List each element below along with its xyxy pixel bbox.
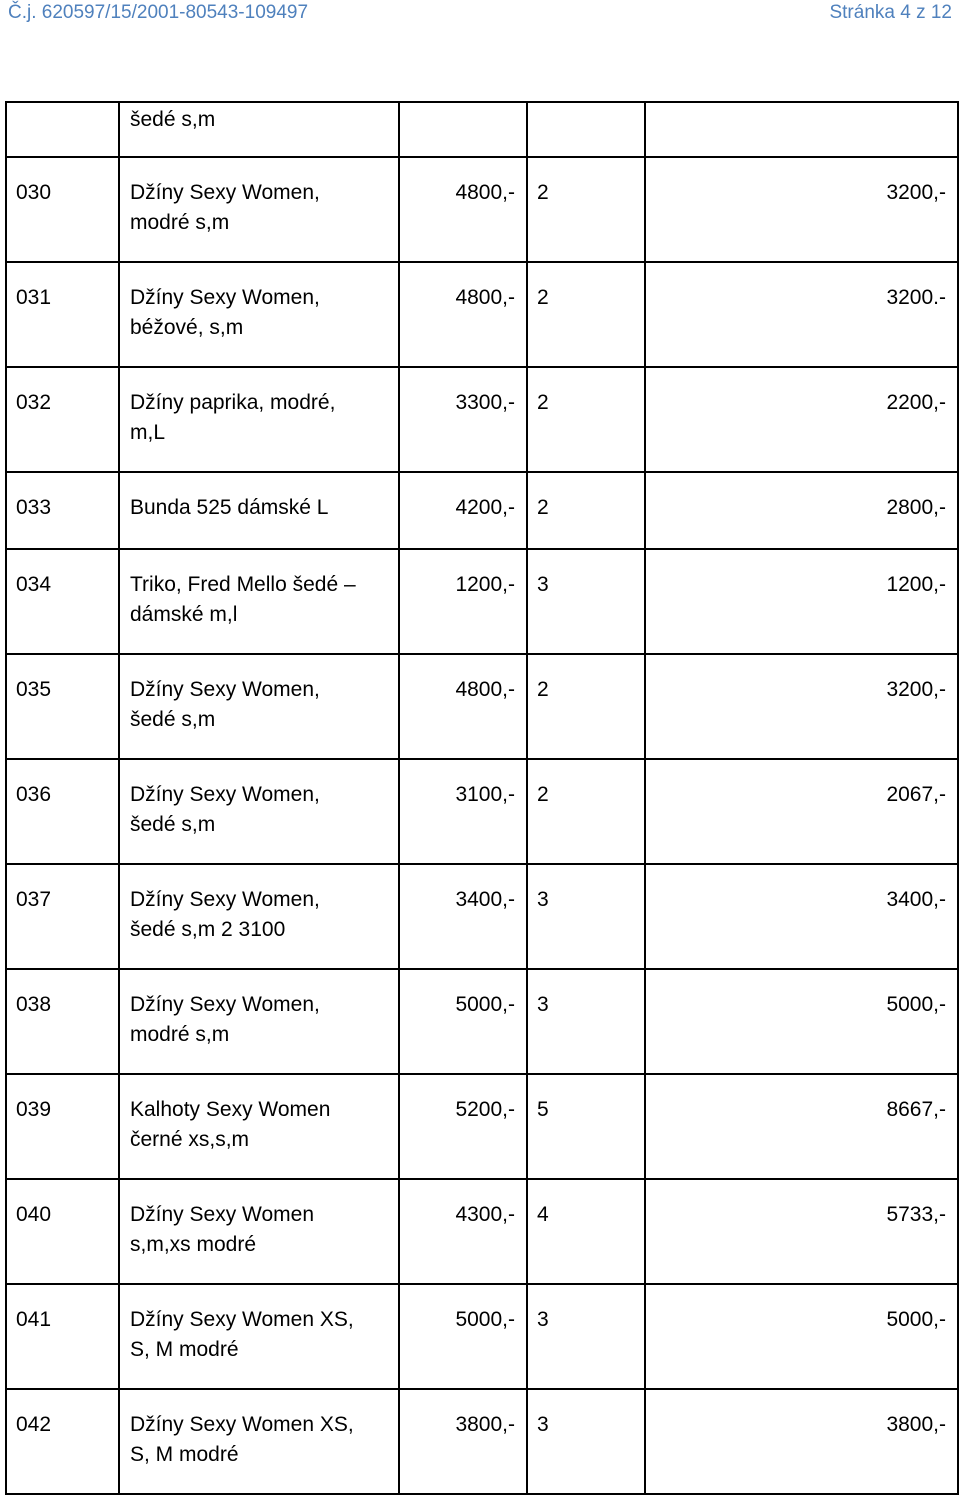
item-total-cell [645,759,958,864]
table-row [6,472,958,549]
item-description-cell [119,654,399,759]
item-description-line-2: šedé s,m [130,813,216,836]
item-quantity-cell [527,262,645,367]
item-number-cell [6,864,119,969]
item-price-cell [399,367,527,472]
page-header [0,0,960,28]
item-total: 1200,- [886,573,946,596]
item-quantity-cell [527,654,645,759]
item-price-cell [399,472,527,549]
item-total-cell [645,1389,958,1494]
item-price: 4200,- [455,496,515,519]
item-description-cell [119,472,399,549]
item-description-line-1: Džíny Sexy Women [130,1203,315,1226]
item-number-cell [6,1179,119,1284]
item-total-cell [645,262,958,367]
item-quantity: 3 [537,573,549,596]
item-description-line-1: Džíny paprika, modré, [130,391,336,414]
item-description-line-2: dámské m,l [130,603,238,626]
item-description-cell [119,549,399,654]
item-quantity: 4 [537,1203,549,1226]
item-number-cell [6,654,119,759]
item-price-cell [399,1284,527,1389]
item-price: 5000,- [455,1308,515,1331]
item-description-line-1: Džíny Sexy Women, [130,993,320,1016]
item-price-cell [399,1074,527,1179]
item-total: 3200,- [886,678,946,701]
table-row [6,1179,958,1284]
item-quantity-cell [527,1284,645,1389]
item-total-cell [645,1284,958,1389]
item-description-line-1: Bunda 525 dámské L [130,496,329,519]
item-total: 2800,- [886,496,946,519]
item-price-cell [399,969,527,1074]
item-price-cell [399,654,527,759]
item-number: 037 [16,888,52,911]
table-row [6,969,958,1074]
item-total: 5000,- [886,1308,946,1331]
item-price-cell [399,864,527,969]
item-total: 2200,- [886,391,946,414]
item-description-cell [119,1074,399,1179]
item-price: 4800,- [455,181,515,204]
item-total: 3400,- [886,888,946,911]
item-number: 038 [16,993,52,1016]
table-row [6,864,958,969]
item-total: 8667,- [886,1098,946,1121]
table-row [6,1074,958,1179]
item-quantity: 5 [537,1098,549,1121]
item-price: 3100,- [455,783,515,806]
item-total-cell [645,157,958,262]
item-description-cell [119,864,399,969]
item-quantity-cell [527,864,645,969]
item-description-cell [119,102,399,157]
item-total: 3200.- [886,286,946,309]
item-description-line-2: šedé s,m [130,708,216,731]
item-quantity: 3 [537,1308,549,1331]
item-description-cell [119,367,399,472]
item-price: 3800,- [455,1413,515,1436]
item-description-line-2: černé xs,s,m [130,1128,250,1151]
item-description-line-2: modré s,m [130,211,230,234]
item-quantity: 3 [537,993,549,1016]
item-number-cell [6,549,119,654]
table-row [6,1284,958,1389]
item-description-line-2: S, M modré [130,1338,239,1361]
item-price: 3400,- [455,888,515,911]
item-number: 034 [16,573,52,596]
item-quantity: 2 [537,678,549,701]
item-number-cell [6,472,119,549]
table-row [6,367,958,472]
item-quantity: 3 [537,1413,549,1436]
item-price: 4800,- [455,286,515,309]
item-description-line-1: Triko, Fred Mello šedé – [130,573,356,596]
item-quantity-cell [527,1389,645,1494]
item-quantity-cell [527,157,645,262]
table-row [6,102,958,157]
item-quantity-cell [527,969,645,1074]
item-number-cell [6,759,119,864]
item-description-line-1: Džíny Sexy Women, [130,181,320,204]
item-quantity: 2 [537,181,549,204]
item-number-cell [6,1074,119,1179]
item-total-cell [645,1179,958,1284]
item-total-cell [645,102,958,157]
item-total: 5733,- [886,1203,946,1226]
item-price: 1200,- [455,573,515,596]
item-description-line-1: Kalhoty Sexy Women [130,1098,331,1121]
item-price: 3300,- [455,391,515,414]
item-total-cell [645,1074,958,1179]
item-total-cell [645,549,958,654]
item-quantity-cell [527,1074,645,1179]
item-description-line-2: šedé s,m 2 3100 [130,918,286,941]
item-description-cell [119,759,399,864]
item-number-cell [6,157,119,262]
item-number: 033 [16,496,52,519]
item-number: 032 [16,391,52,414]
item-description-line-2: béžové, s,m [130,316,244,339]
table-row [6,262,958,367]
item-number: 031 [16,286,52,309]
item-number: 035 [16,678,52,701]
item-description-line-1: Džíny Sexy Women XS, [130,1413,354,1436]
item-price-cell [399,157,527,262]
item-quantity: 2 [537,391,549,414]
item-description-cell [119,1389,399,1494]
item-number: 030 [16,181,52,204]
table-row [6,759,958,864]
item-total-cell [645,864,958,969]
reference-number: Č.j. 620597/15/2001-80543-109497 [8,2,309,23]
page-number: Stránka 4 z 12 [829,2,952,23]
item-quantity-cell [527,549,645,654]
item-price-cell [399,1179,527,1284]
item-number-cell [6,1284,119,1389]
item-description: šedé s,m [130,108,216,131]
item-quantity: 2 [537,783,549,806]
item-description-line-2: modré s,m [130,1023,230,1046]
item-number: 041 [16,1308,52,1331]
item-description-cell [119,969,399,1074]
item-quantity-cell [527,367,645,472]
item-description-line-1: Džíny Sexy Women, [130,286,320,309]
item-total: 2067,- [886,783,946,806]
item-number: 040 [16,1203,52,1226]
item-number: 039 [16,1098,52,1121]
item-price: 4800,- [455,678,515,701]
table-row [6,1389,958,1494]
item-quantity-cell [527,759,645,864]
item-description-line-1: Džíny Sexy Women, [130,678,320,701]
item-quantity: 2 [537,286,549,309]
table-row [6,157,958,262]
item-number-cell [6,102,119,157]
item-number-cell [6,969,119,1074]
item-number-cell [6,1389,119,1494]
item-total: 3800,- [886,1413,946,1436]
item-total: 3200,- [886,181,946,204]
item-description-line-1: Džíny Sexy Women, [130,888,320,911]
item-description-cell [119,157,399,262]
item-price-cell [399,759,527,864]
item-quantity: 3 [537,888,549,911]
item-price-cell [399,549,527,654]
item-total-cell [645,472,958,549]
item-description-line-2: s,m,xs modré [130,1233,257,1256]
table-row [6,549,958,654]
item-price-cell [399,1389,527,1494]
item-quantity-cell [527,1179,645,1284]
item-description-line-1: Džíny Sexy Women XS, [130,1308,354,1331]
item-total-cell [645,969,958,1074]
item-description-cell [119,262,399,367]
item-number: 042 [16,1413,52,1436]
item-quantity-cell [527,472,645,549]
item-total-cell [645,654,958,759]
item-quantity-cell [527,102,645,157]
items-table [5,101,959,1495]
item-price-cell [399,102,527,157]
item-number: 036 [16,783,52,806]
item-description-cell [119,1284,399,1389]
item-price: 5200,- [455,1098,515,1121]
item-total-cell [645,367,958,472]
item-number-cell [6,262,119,367]
item-price: 5000,- [455,993,515,1016]
item-quantity: 2 [537,496,549,519]
item-total: 5000,- [886,993,946,1016]
item-price-cell [399,262,527,367]
item-description-line-2: S, M modré [130,1443,239,1466]
item-description-line-2: m,L [130,421,166,444]
item-description-cell [119,1179,399,1284]
item-description-line-1: Džíny Sexy Women, [130,783,320,806]
item-number-cell [6,367,119,472]
table-row [6,654,958,759]
item-price: 4300,- [455,1203,515,1226]
